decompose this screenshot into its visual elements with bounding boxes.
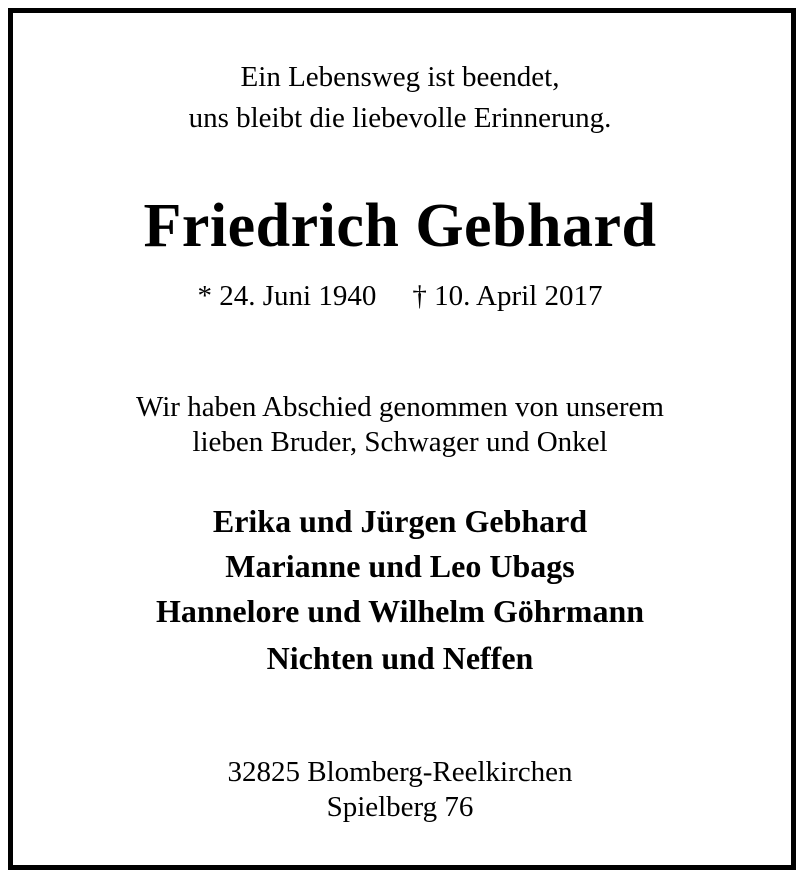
address-street: Spielberg 76 — [326, 791, 474, 823]
intro-line-1: Ein Lebensweg ist beendet, — [240, 61, 560, 93]
family-member: Nichten und Neffen — [266, 640, 534, 676]
family-member: Erika und Jürgen Gebhard — [212, 503, 588, 539]
family-member: Marianne und Leo Ubags — [225, 548, 575, 584]
message-line-2: lieben Bruder, Schwager und Onkel — [192, 426, 608, 458]
life-dates — [0, 279, 800, 313]
message-line-1: Wir haben Abschied genommen von unserem — [136, 391, 664, 423]
deceased-name: Friedrich Gebhard — [143, 192, 657, 260]
death-date: † 10. April 2017 — [412, 280, 603, 312]
intro-line-2: uns bleibt die liebevolle Erinnerung. — [188, 102, 612, 134]
address-city: 32825 Blomberg-Reelkirchen — [227, 756, 573, 788]
birth-date: * 24. Juni 1940 — [197, 280, 377, 312]
family-member: Hannelore und Wilhelm Göhrmann — [155, 593, 645, 629]
